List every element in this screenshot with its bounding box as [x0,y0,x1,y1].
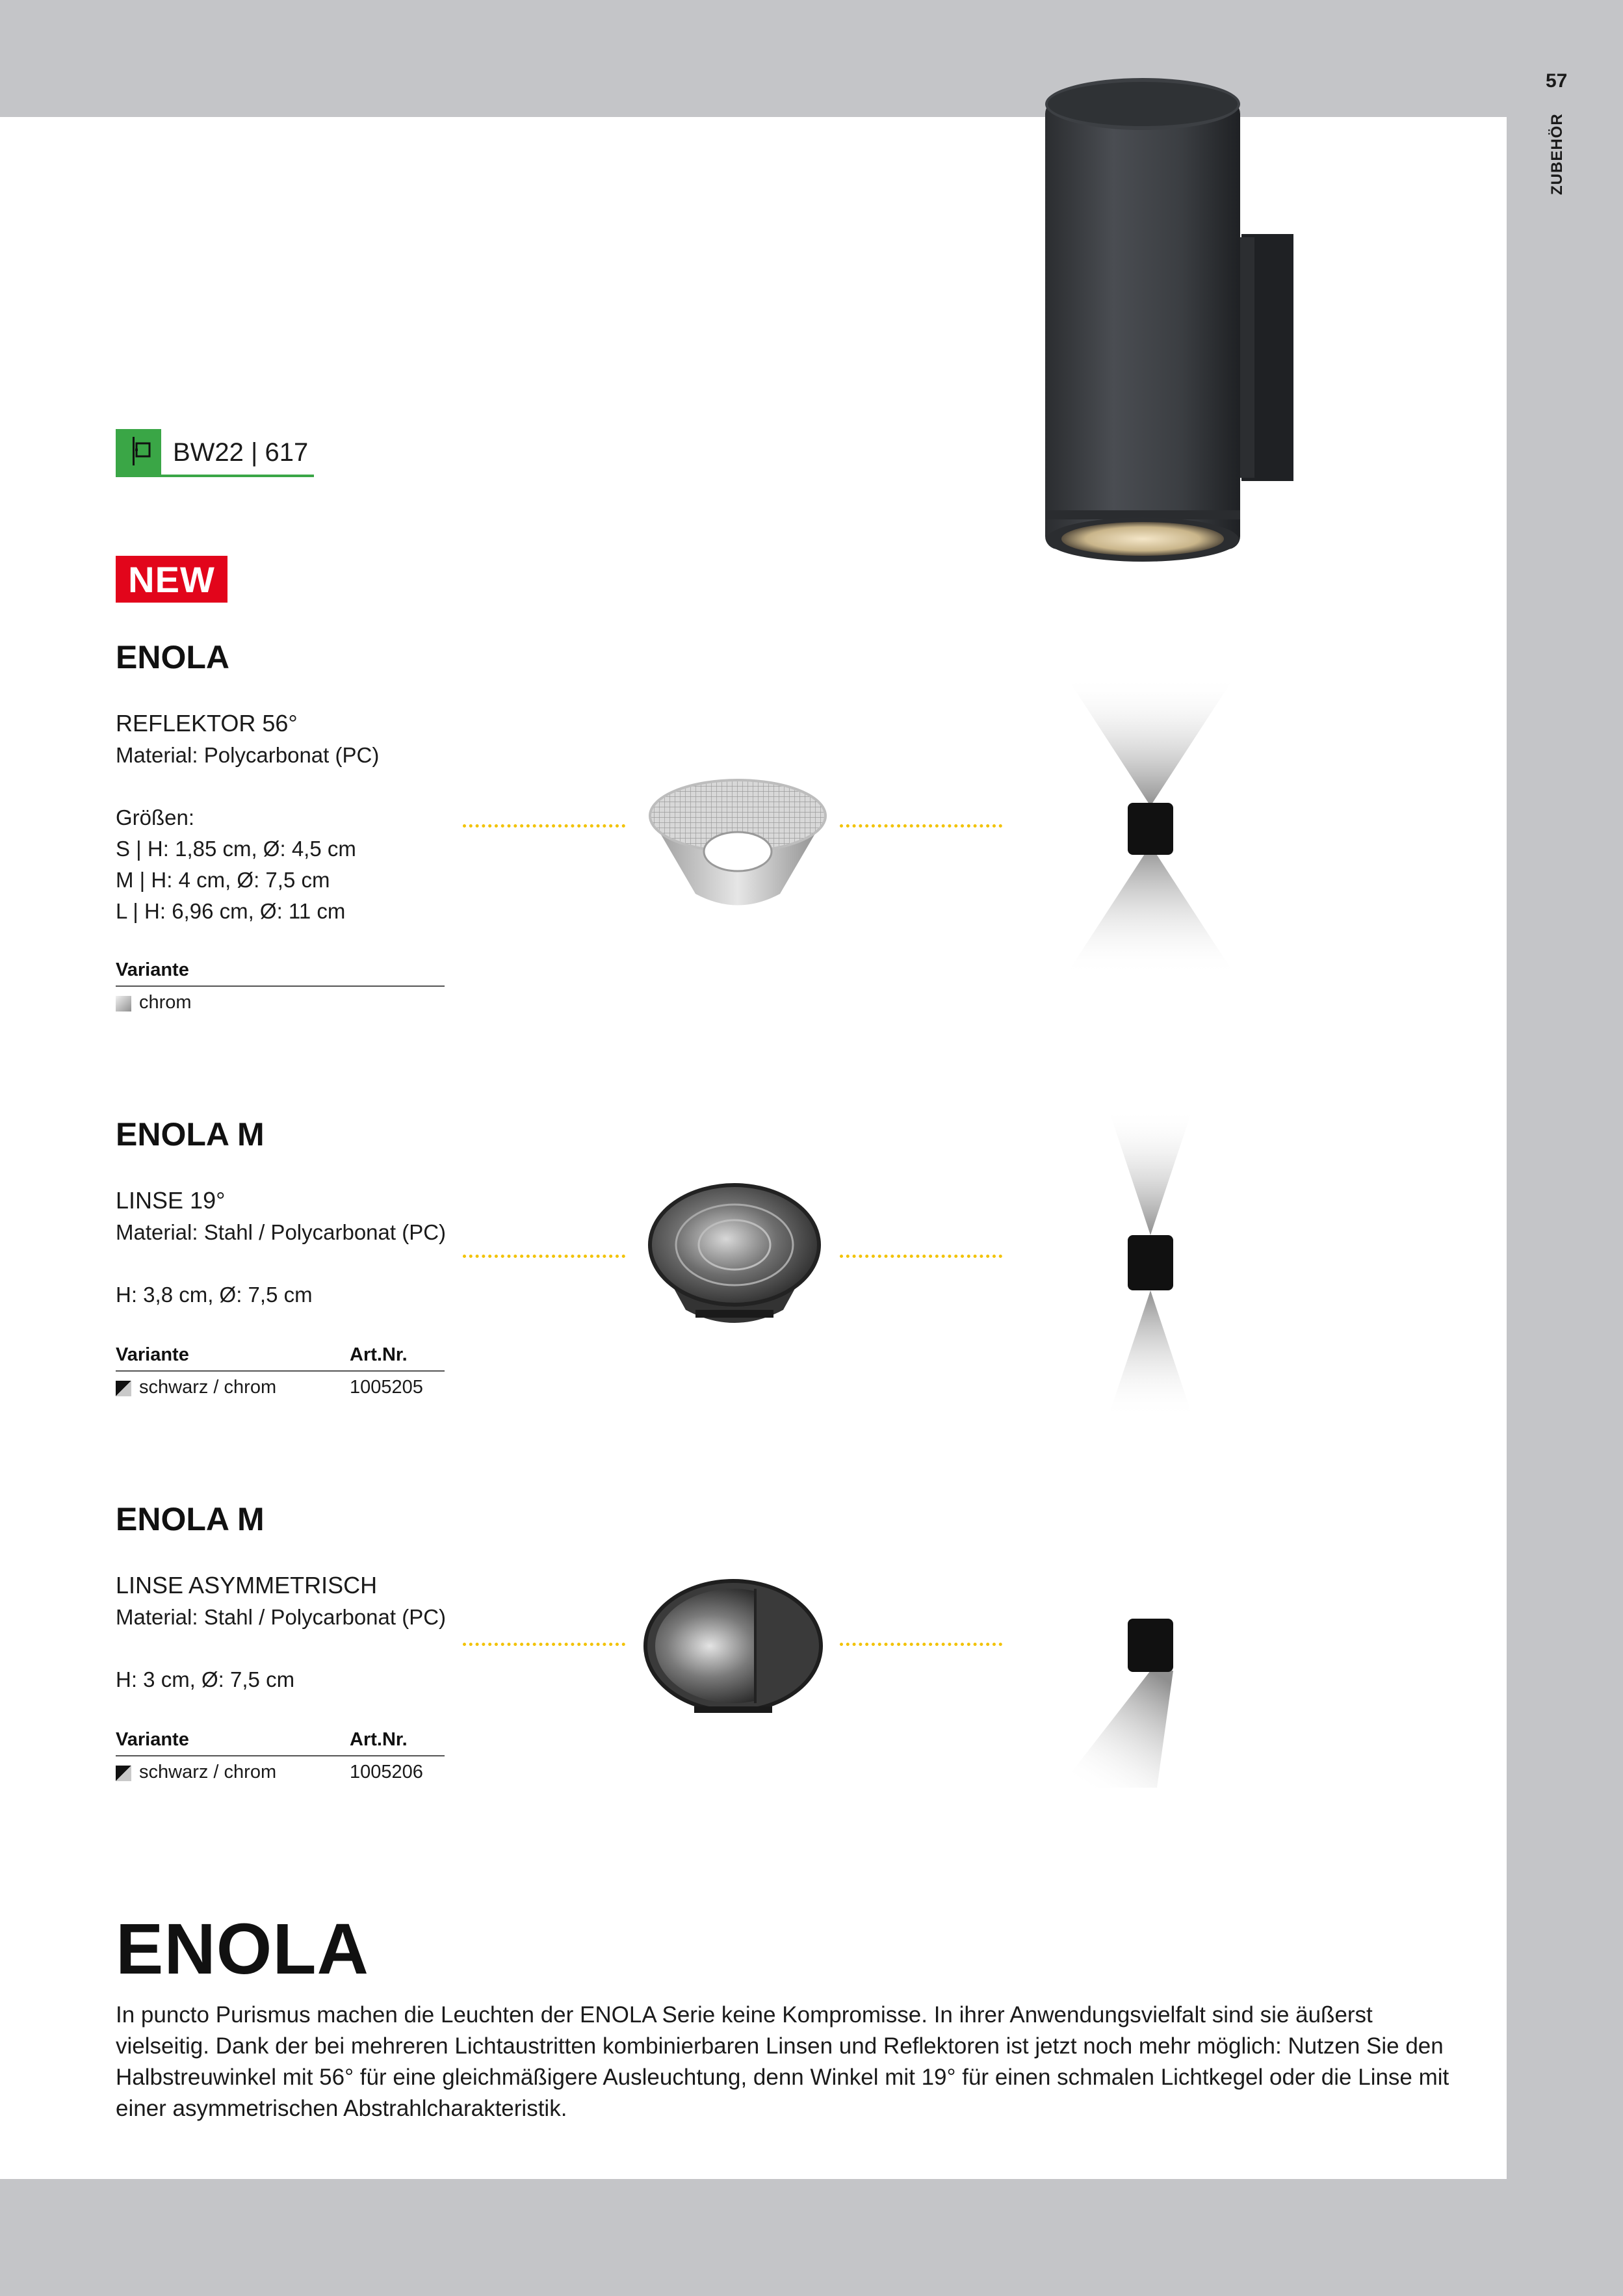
product-1-size-m: M | H: 4 cm, Ø: 7,5 cm [116,868,330,892]
footer-title: ENOLA [116,1909,369,1989]
table-row [116,987,445,1017]
product-1-sizes-label: Größen: [116,805,195,829]
variant-table-header [116,957,445,987]
variant-header: Variante [116,959,189,980]
product-1-variant-table [116,957,445,1017]
energy-label-text: BW22 | 617 [173,438,309,467]
table-row [116,1372,445,1402]
product-1-size-s: S | H: 1,85 cm, Ø: 4,5 cm [116,837,356,861]
product-3-subtitle: LINSE ASYMMETRISCH [116,1572,378,1598]
reflector-56-image [643,770,832,913]
connector-dots [840,1643,1002,1646]
connector-dots [840,824,1002,828]
product-3-dimensions: H: 3 cm, Ø: 7,5 cm [116,1667,295,1691]
artnr-header: Art.Nr. [350,1729,408,1750]
variant-artnr: 1005205 [350,1377,423,1398]
variant-name: chrom [139,992,192,1013]
product-1-subtitle: REFLEKTOR 56° [116,710,298,737]
connector-dots [463,824,625,828]
black-chrome-swatch-icon [116,1766,131,1781]
variant-table-header [116,1727,445,1756]
variant-artnr: 1005206 [350,1762,423,1782]
lens-asymmetric-image [642,1573,824,1723]
artnr-header: Art.Nr. [350,1344,408,1365]
product-3-title: ENOLA M [116,1501,265,1537]
product-2-subtitle: LINSE 19° [116,1187,226,1214]
product-1-size-l: L | H: 6,96 cm, Ø: 11 cm [116,899,346,923]
beam-56-icon [1053,676,1248,975]
chrome-swatch-icon [116,996,131,1011]
product-2-variant-table [116,1342,445,1402]
black-chrome-swatch-icon [116,1381,131,1396]
lens-19-image [643,1180,825,1336]
enola-wall-lamp-image [1033,68,1306,569]
product-2-dimensions: H: 3,8 cm, Ø: 7,5 cm [116,1283,313,1307]
connector-dots [463,1255,625,1258]
energy-underline [116,475,314,477]
beam-asymmetric-icon [1053,1612,1248,1788]
footer-description: In puncto Purismus machen die Leuchten der ENOLA Serie keine Kompromisse. In ihrer Anwendungsvielfalt sind sie äußerst vielseitig. Dank der bei mehreren Lichtaustritten kombinierbaren Linsen und Reflektoren ist jetzt noch mehr möglich: Nutzen Sie den Halbstreuwinkel mit 56° für eine gleichmäßigere Ausleuchtung, denn Winkel mit 19° für einen schmalen Lichtkegel oder die Linse mit einer asymmetrischen Abstrahlcharakteristik. [116,2002,1449,2121]
page-number: 57 [1546,70,1568,92]
connector-dots [840,1255,1002,1258]
variant-name: schwarz / chrom [139,1762,277,1782]
product-3-material: Material: Stahl / Polycarbonat (PC) [116,1605,447,1629]
product-2-material: Material: Stahl / Polycarbonat (PC) [116,1220,447,1244]
variant-header: Variante [116,1729,189,1750]
product-1-title: ENOLA [116,639,229,675]
table-row [116,1756,445,1786]
variant-header: Variante [116,1344,189,1365]
variant-table-header [116,1342,445,1372]
energy-lamp-icon [116,429,161,476]
connector-dots [463,1643,625,1646]
product-1-material: Material: Polycarbonat (PC) [116,743,380,767]
beam-19-icon [1066,1108,1235,1417]
new-badge: NEW [116,556,227,603]
product-3-variant-table [116,1727,445,1786]
variant-name: schwarz / chrom [139,1377,277,1398]
section-label: ZUBEHÖR [1548,113,1566,195]
product-2-title: ENOLA M [116,1116,265,1153]
